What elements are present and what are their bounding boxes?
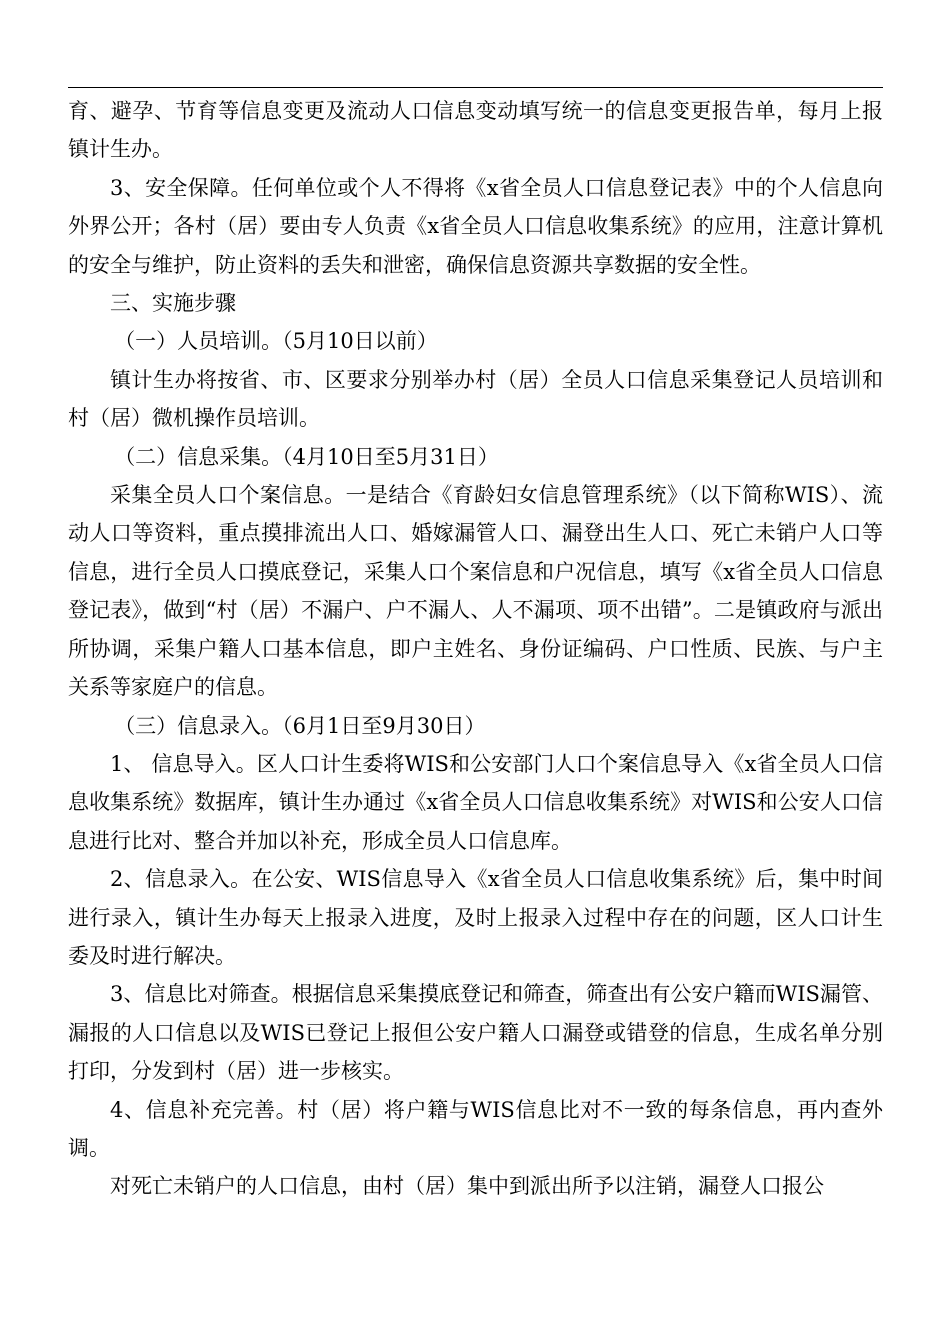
- paragraph-supplement: 4、信息补充完善。村（居）将户籍与WIS信息比对不一致的每条信息，再内查外调。: [68, 1097, 883, 1160]
- subheading-info-entry: （三）信息录入。（6月1日至9月30日）: [114, 713, 486, 738]
- header-rule: [68, 87, 883, 88]
- paragraph-continuation: 育、避孕、节育等信息变更及流动人口信息变动填写统一的信息变更报告单，每月上报镇计生办。: [68, 99, 883, 162]
- subheading-info-collection: （二）信息采集。（4月10日至5月31日）: [114, 444, 499, 469]
- paragraph-training: 镇计生办将按省、市、区要求分别举办村（居）全员人口信息采集登记人员培训和村（居）微机操作员培训。: [68, 367, 883, 431]
- paragraph-entry: 2、信息录入。在公安、WIS信息导入《x省全员人口信息收集系统》后，集中时间进行录入，镇计生办每天上报录入进度，及时上报录入过程中存在的问题，区人口计生委及时进行解决。: [68, 867, 883, 968]
- paragraph-security: 3、安全保障。任何单位或个人不得将《x省全员人口信息登记表》中的个人信息向外界公开；各村（居）要由专人负责《x省全员人口信息收集系统》的应用，注意计算机的安全与维护，防止资料的丢失和泄密，确保信息资源共享数据的安全性。: [68, 175, 883, 277]
- paragraph-collection: 采集全员人口个案信息。一是结合《育龄妇女信息管理系统》（以下简称WIS）、流动人口等资料，重点摸排流出人口、婚嫁漏管人口、漏登出生人口、死亡未销户人口等信息，进行全员人口摸底登记，采集人口个案信息和户况信息，填写《x省全员人口信息登记表》，做到“村（居）不漏户、户不漏人、人不漏项、项不出错”。二是镇政府与派出所协调，采集户籍人口基本信息，即户主姓名、身份证编码、户口性质、民族、与户主关系等家庭户的信息。: [68, 483, 883, 700]
- section-heading-implementation-steps: 三、实施步骤: [110, 291, 236, 316]
- paragraph-import: 1、 信息导入。区人口计生委将WIS和公安部门人口个案信息导入《x省全员人口信息收集系统》数据库，镇计生办通过《x省全员人口信息收集系统》对WIS和公安人口信息进行比对、整合并加以补充，形成全员人口信息库。: [68, 751, 883, 853]
- paragraph-screening: 3、信息比对筛查。根据信息采集摸底登记和筛查，筛查出有公安户籍而WIS漏管、漏报的人口信息以及WIS已登记上报但公安户籍人口漏登或错登的信息，生成名单分别打印，分发到村（居）进一步核实。: [68, 982, 883, 1084]
- subheading-staff-training: （一）人员培训。（5月10日以前）: [114, 329, 438, 354]
- document-body: [68, 92, 883, 1206]
- paragraph-deceased: 对死亡未销户的人口信息，由村（居）集中到派出所予以注销，漏登人口报公: [110, 1174, 824, 1199]
